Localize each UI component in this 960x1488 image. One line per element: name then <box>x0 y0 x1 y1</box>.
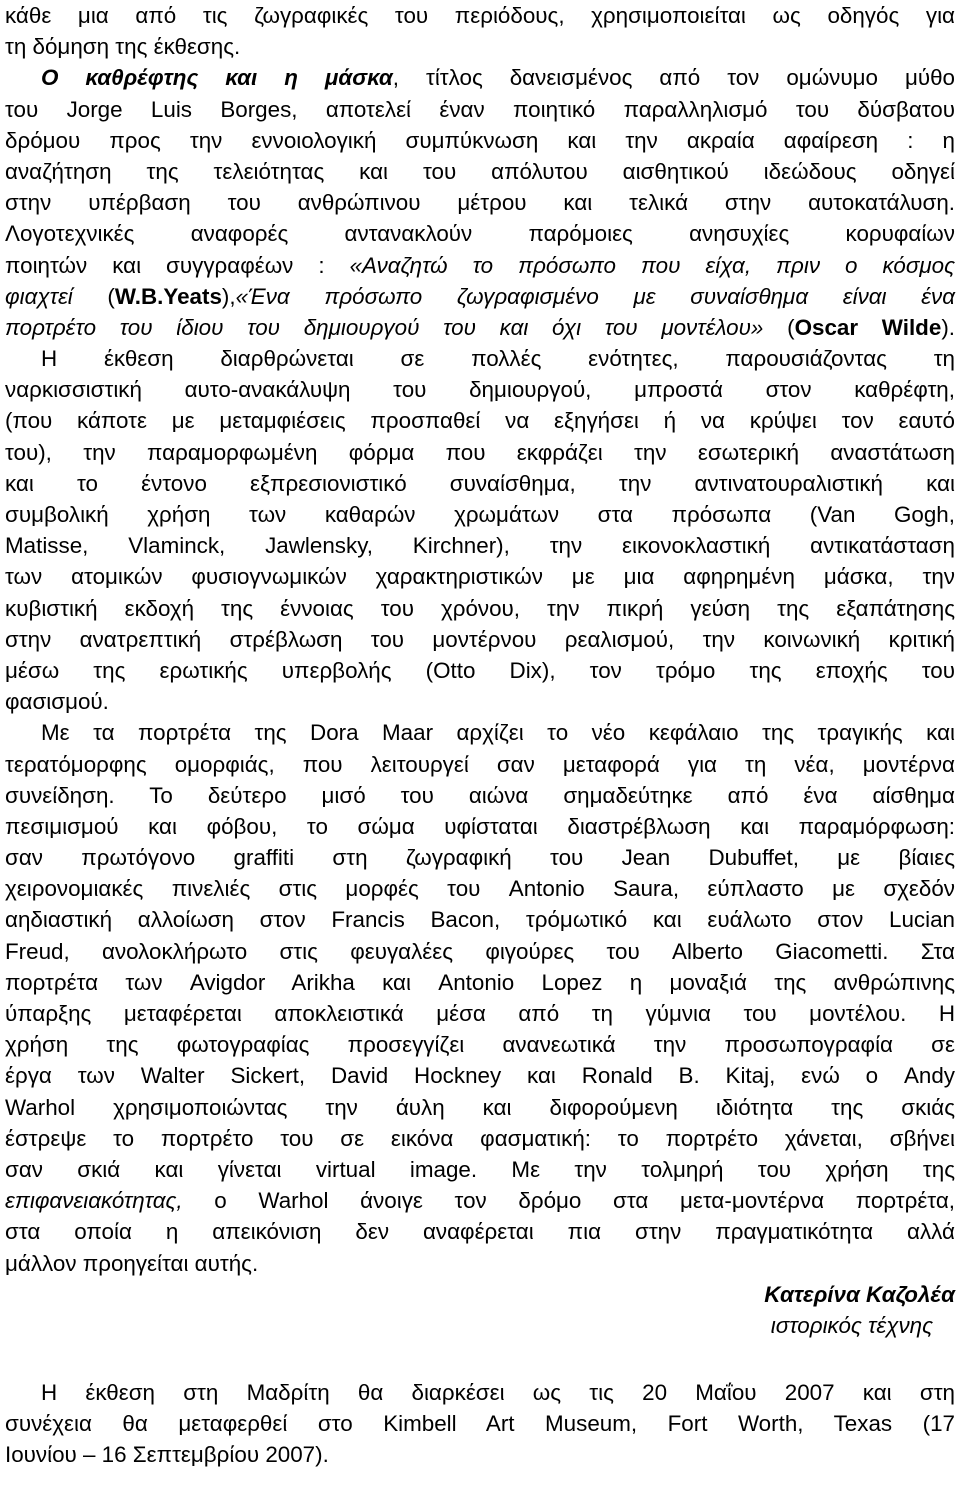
text-line <box>5 281 955 312</box>
text-fragment: ). <box>941 314 955 340</box>
text-line: κυβιστική εκδοχή της έννοιας του χρόνου, την πικρή γεύση της εξαπάτησης <box>5 595 955 621</box>
text-fragment: ), <box>221 283 236 309</box>
text-line: του Jorge Luis Borges, αποτελεί έναν ποιητικό παραλληλισμό του δύσβατου <box>5 96 955 122</box>
text-line: έργα των Walter Sickert, David Hockney και Ronald B. Kitaj, ενώ ο Andy <box>5 1063 955 1089</box>
text-line: δρόμου προς την εννοιολογική συμπύκνωση και την ακραία αφαίρεση : η <box>5 127 955 153</box>
text-line: στην υπέρβαση του ανθρώπινου μέτρου και τελικά στην αυτοκατάλυση. <box>5 190 955 216</box>
text-line: μάλλον προηγείται αυτής. <box>5 1250 259 1276</box>
text-line: πεσιμισμού και φόβου, το σώμα υφίσταται διαστρέβλωση και παραμόρφωση: <box>5 813 955 839</box>
text-line: συνείδηση. Το δεύτερο μισό του αιώνα σημαδεύτηκε από ένα αίσθημα <box>5 782 955 808</box>
text-line: χρήση της φωτογραφίας προσεγγίζει ανανεωτικά την προσωπογραφία σε <box>5 1032 955 1058</box>
author-wilde: Oscar Wilde <box>794 314 942 340</box>
text-line: σαν σκιά και γίνεται virtual image. Με την τολμηρή του χρήση της <box>5 1156 955 1182</box>
text-fragment: ο Warhol άνοιγε τον δρόμο στα μετα-μοντέρνα πορτρέτα, <box>182 1188 955 1214</box>
text-line: τη δόμηση της έκθεσης. <box>5 34 241 60</box>
footer-line: συνέχεια θα μεταφερθεί στο Kimbell Art Museum, Fort Worth, Texas (17 <box>5 1411 955 1437</box>
exhibition-title: Ο καθρέφτης και η μάσκα <box>41 65 393 91</box>
quote-wilde-end: πορτρέτο του ίδιου του δημιουργού του και όχι του μοντέλου» <box>5 314 764 340</box>
text-line: Matisse, Vlaminck, Jawlensky, Kirchner), την εικονοκλαστική αντικατάσταση <box>5 533 955 559</box>
quote-wilde: «Ένα πρόσωπο ζωγραφισμένο με συναίσθημα είναι ένα <box>235 283 955 309</box>
text-line: και το έντονο εξπρεσιονιστικό συναίσθημα, την αντινατουραλιστική και <box>5 470 955 496</box>
text-line: Warhol χρησιμοποιώντας την άυλη και διφορούμενη ιδιότητα της σκιάς <box>5 1094 955 1120</box>
text-line <box>5 62 955 93</box>
text-line: ναρκισσιστική αυτο-ανακάλυψη του δημιουργού, μπροστά στον καθρέφτη, <box>5 377 955 403</box>
text-line: στα οποία η απεικόνιση δεν αναφέρεται πια στην πραγματικότητα αλλά <box>5 1219 955 1245</box>
footer-line: Η έκθεση στη Μαδρίτη θα διαρκέσει ως τις 20 Μαΐου 2007 και στη <box>41 1380 955 1406</box>
author-role: ιστορικός τέχνης <box>770 1312 933 1338</box>
document-page <box>5 0 955 1471</box>
footer-line: Ιουνίου – 16 Σεπτεμβρίου 2007). <box>5 1442 329 1468</box>
text-line: Με τα πορτρέτα της Dora Maar αρχίζει το νέο κεφάλαιο της τραγικής και <box>41 720 955 746</box>
text-line: αηδιαστική αλλοίωση στον Francis Bacon, τρόμωτικό και ευάλωτο στον Lucian <box>5 907 955 933</box>
text-fragment: ποιητών και συγγραφέων : <box>5 252 350 278</box>
text-line: έστρεψε το πορτρέτο του σε εικόνα φασματική: το πορτρέτο χάνεται, σβήνει <box>5 1125 955 1151</box>
text-fragment: ( <box>763 314 795 340</box>
author-yeats: W.B.Yeats <box>114 283 222 309</box>
text-line: πορτρέτα των Avigdor Arikha και Antonio Lopez η μοναξιά της ανθρώπινης <box>5 969 955 995</box>
text-line: φασισμού. <box>5 689 109 715</box>
text-line: του), την παραμορφωμένη φόρμα που εκφράζει την εσωτερική αναστάτωση <box>5 439 955 465</box>
text-line: κάθε μια από τις ζωγραφικές του περιόδους, χρησιμοποιείται ως οδηγός για <box>5 3 955 28</box>
author-signature: Κατερίνα Καζολέα <box>764 1281 955 1307</box>
text-line: χειρονομιακές πινελιές στις μορφές του Antonio Saura, εύπλαστο με σχεδόν <box>5 876 955 902</box>
text-line: (που κάποτε με μεταμφιέσεις προσπαθεί να εξηγήσει ή να κρύψει τον εαυτό <box>5 408 955 434</box>
text-line: των ατομικών φυσιογνωμικών χαρακτηριστικών με μια αφηρημένη μάσκα, την <box>5 564 955 590</box>
text-line: συμβολική χρήση των καθαρών χρωμάτων στα πρόσωπα (Van Gogh, <box>5 502 955 527</box>
text-fragment: , τίτλος δανεισμένος από τον ομώνυμο μύθο <box>392 65 955 91</box>
text-line: σαν πρωτόγονο graffiti στη ζωγραφική του Jean Dubuffet, με βίαιες <box>5 845 955 871</box>
text-line: Η έκθεση διαρθρώνεται σε πολλές ενότητες, παρουσιάζοντας τη <box>41 346 955 372</box>
text-line: ύπαρξης μεταφέρεται αποκλειστικά μέσα από τη γύμνια του μοντέλου. Η <box>5 1001 955 1026</box>
text-fragment: ( <box>72 283 115 309</box>
text-line: μέσω της ερωτικής υπερβολής (Otto Dix), τον τρόμο της εποχής του <box>5 657 955 683</box>
text-line <box>5 1185 955 1216</box>
text-line: αναζήτηση της τελειότητας και του απόλυτου αισθητικού ιδεώδους οδηγεί <box>5 158 955 184</box>
text-line <box>5 250 955 281</box>
quote-yeats: «Αναζητώ το πρόσωπο που είχα, πριν ο κόσμος <box>349 252 955 278</box>
spacer <box>5 1341 955 1377</box>
text-line: στην ανατρεπτική στρέβλωση του μοντέρνου ρεαλισμού, την κοινωνική κριτική <box>5 626 955 652</box>
quote-yeats-end: φιαχτεί <box>5 283 73 309</box>
text-line: Λογοτεχνικές αναφορές αντανακλούν παρόμοιες ανησυχίες κορυφαίων <box>5 221 955 247</box>
text-line: τερατόμορφης ομορφιάς, που λειτουργεί σαν μεταφορά για τη νέα, μοντέρνα <box>5 751 955 777</box>
term-superficiality: επιφανειακότητας, <box>5 1188 183 1214</box>
text-line: Freud, ανολοκλήρωτο στις φευγαλέες φιγούρες του Alberto Giacometti. Στα <box>5 938 955 964</box>
text-line <box>5 312 955 343</box>
